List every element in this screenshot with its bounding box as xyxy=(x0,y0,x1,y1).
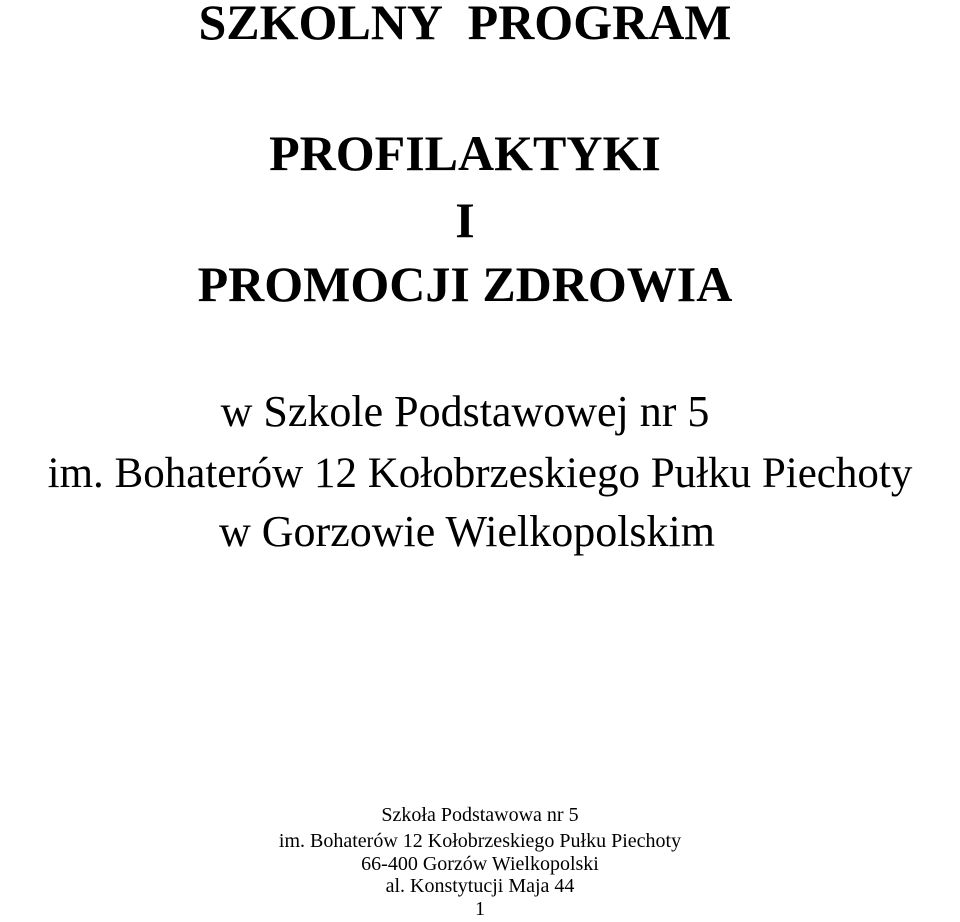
address-line-4: al. Konstytucji Maja 44 xyxy=(385,875,575,897)
subtitle-line-2: im. Bohaterów 12 Kołobrzeskiego Pułku Piechoty xyxy=(47,450,913,497)
title-line-4: PROMOCJI ZDROWIA xyxy=(197,256,733,312)
address-line-1: Szkoła Podstawowa nr 5 xyxy=(381,804,579,826)
subtitle-line-3: w Gorzowie Wielkopolskim xyxy=(218,507,715,556)
address-line-3: 66-400 Gorzów Wielkopolski xyxy=(361,853,599,875)
title-line-1: SZKOLNY PROGRAM xyxy=(198,0,732,50)
page-number: 1 xyxy=(475,898,485,920)
subtitle-line-1: w Szkole Podstawowej nr 5 xyxy=(220,387,710,436)
title-line-3: I xyxy=(455,192,475,248)
address-line-2: im. Bohaterów 12 Kołobrzeskiego Pułku Piechoty xyxy=(278,830,682,852)
title-line-2: PROFILAKTYKI xyxy=(269,125,661,181)
